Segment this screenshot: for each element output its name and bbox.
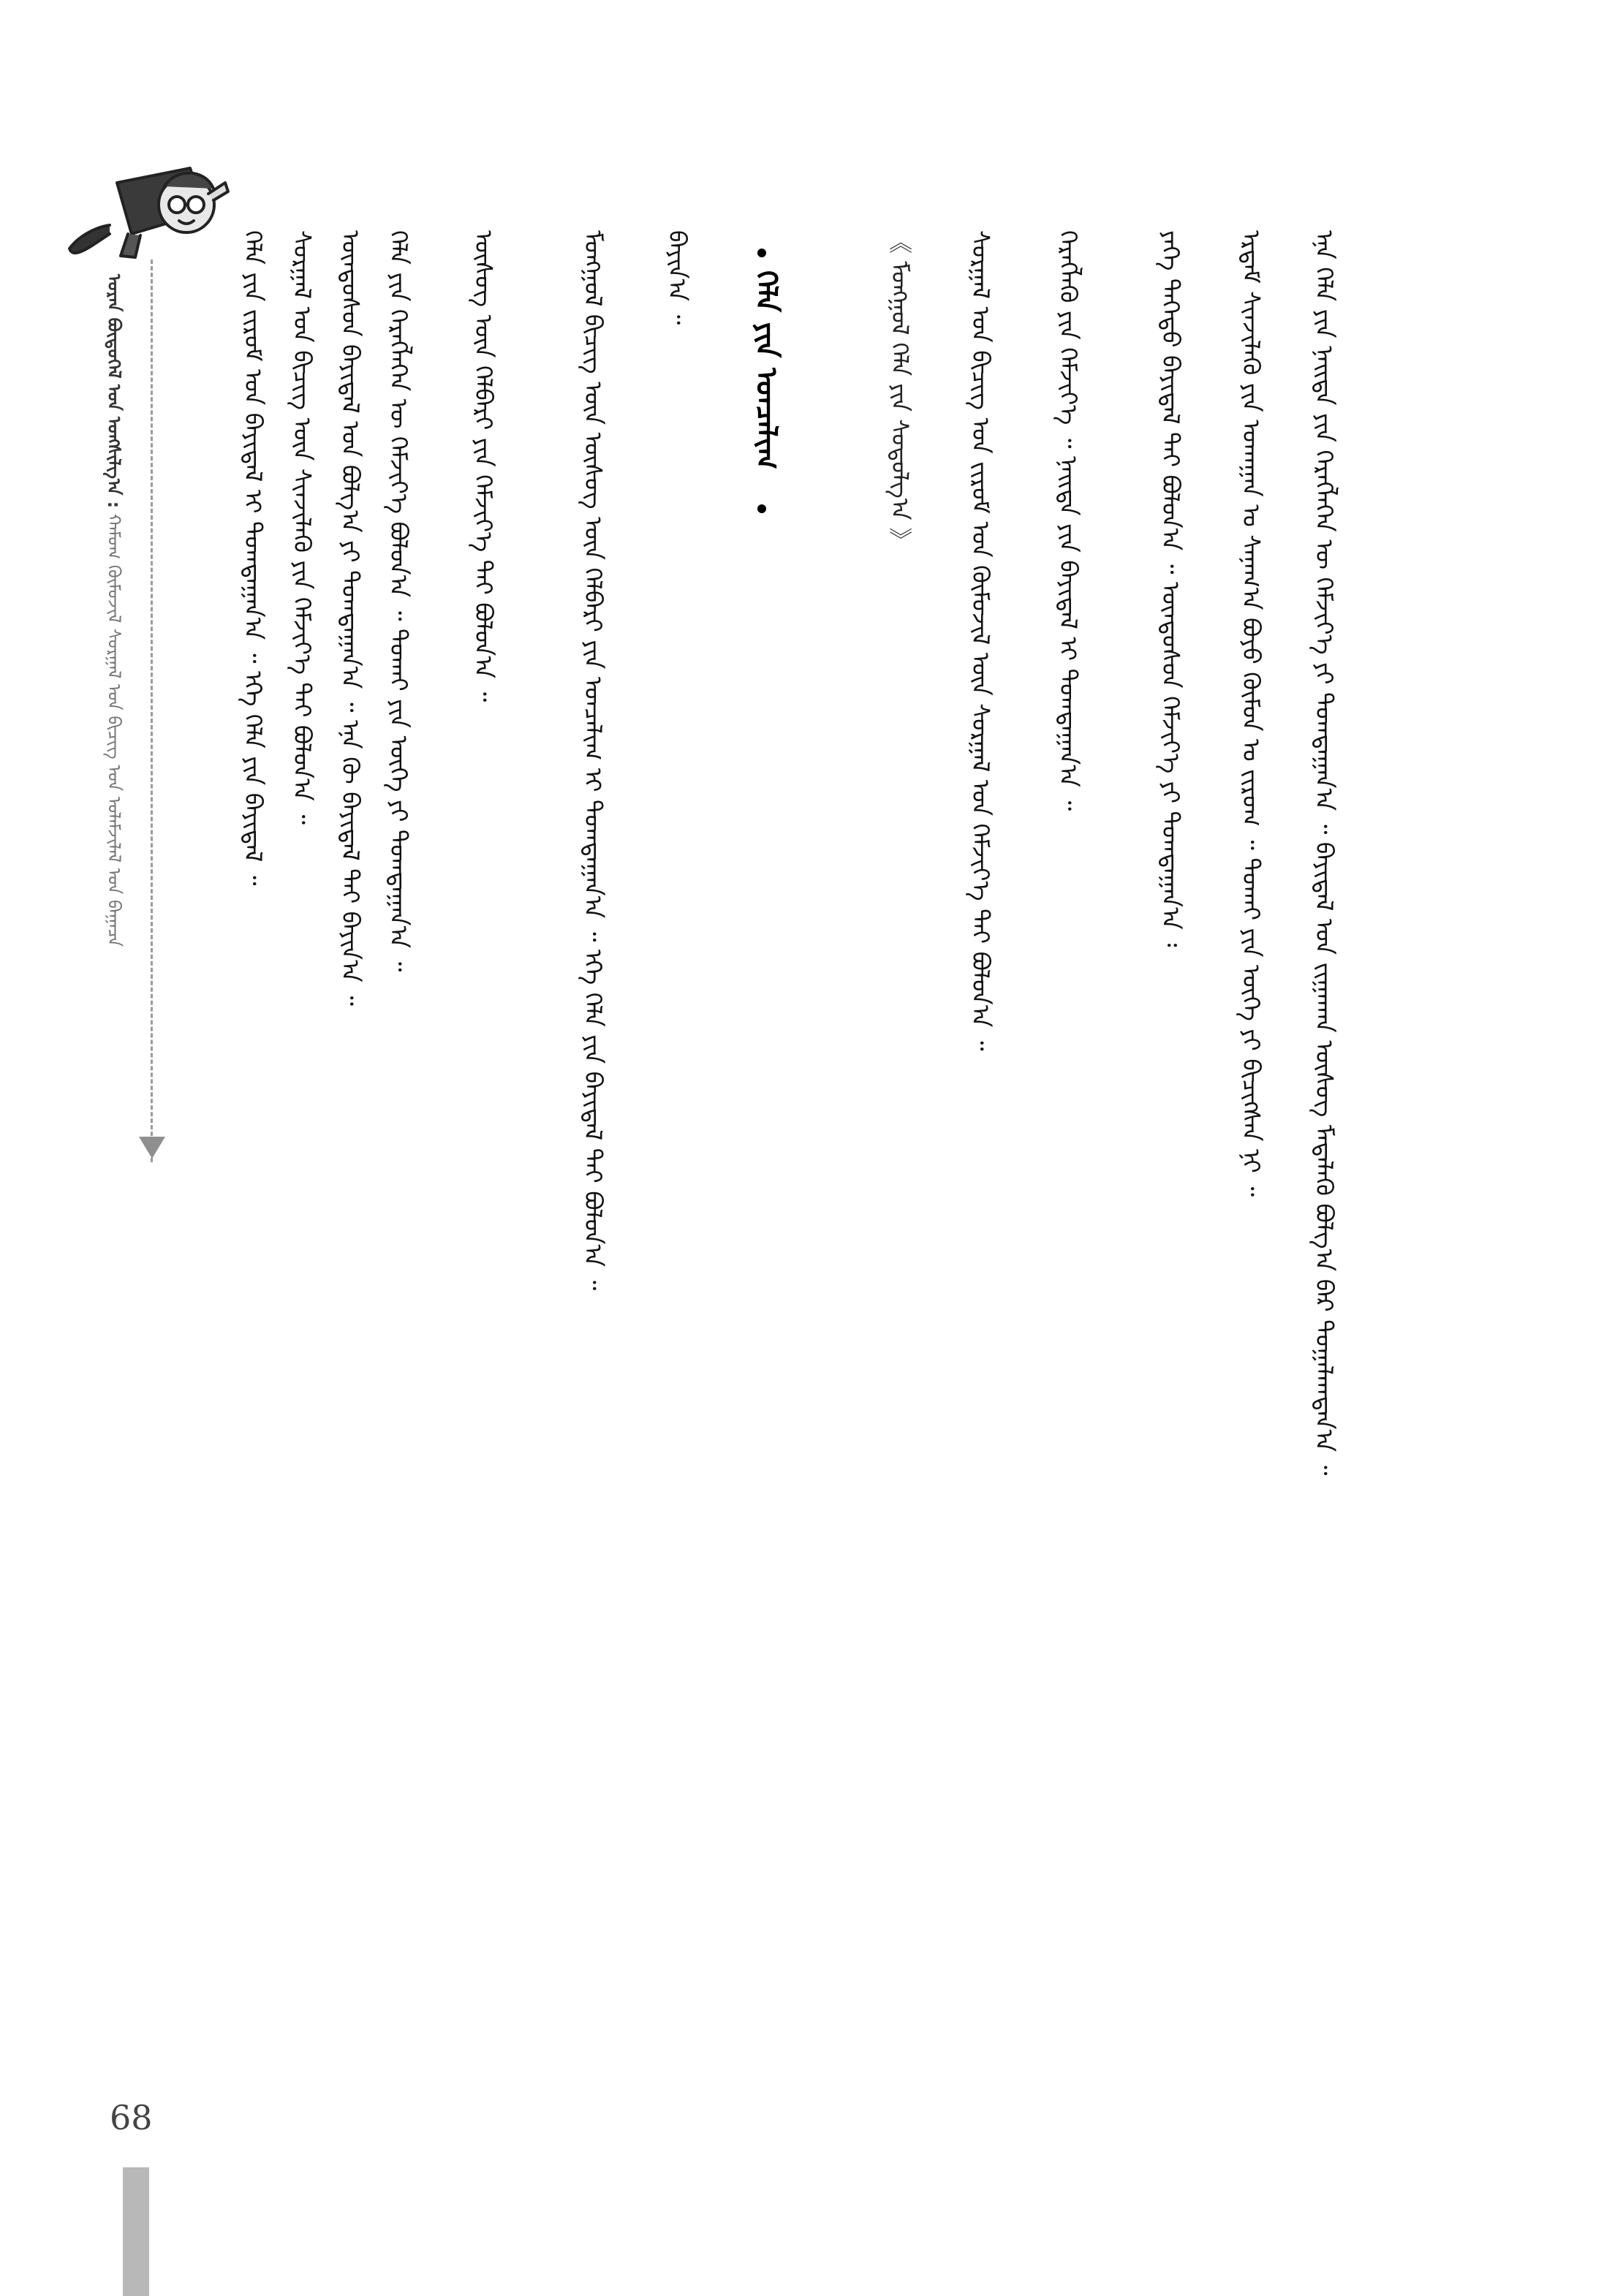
body-line: ᠦᠰᠦᠭ ᠦᠨ ᠬᠡᠯᠪᠡᠷᠢ ᠶᠢᠨ ᠬᠡᠮᠵᠢᠶ᠎ᠡ ᠲᠠᠢ ᠪᠤᠯᠤᠨ᠎ᠠ ᠃ <box>469 230 498 702</box>
mascot-illustration <box>58 124 234 270</box>
body-line: ᠰᠤᠷᠭᠠᠯ ᠤᠨ ᠪᠢᠴᠢᠭ ᠦᠨ ᠰᠢᠨᠵᠢᠯᠡᠬᠦ ᠶᠢᠨ ᠬᠡᠮᠵᠢᠶ᠎ᠡ ᠲᠠᠢ ᠪᠤᠯᠤᠨ᠎ᠠ ᠃ <box>288 230 317 825</box>
running-header-title: ᠤᠷᠠᠨ ᠪᠦᠲᠦᠭᠡᠯ ᠤᠨ ᠤᠩᠰᠢᠯᠭ᠎ᠠ : <box>104 274 124 509</box>
header-dashed-rule <box>151 259 153 1162</box>
body-line: ᠬᠡᠷᠡᠭᠯᠡᠬᠦ ᠶᠢᠨ ᠬᠡᠮᠵᠢᠶ᠎ᠡ ᠃ ᠨᠡᠢᠲᠡ ᠶᠢᠨ ᠪᠠᠶᠢᠳᠠᠯ ᠢ ᠲᠣᠭᠲᠠᠭᠠᠨ᠎ᠠ ᠃ <box>1054 230 1083 811</box>
body-line: ᠰᠤᠷᠭᠠᠯ ᠤᠨ ᠪᠢᠴᠢᠭ ᠤᠨ ᠵᠢᠷᠤᠮ ᠤᠨ ᠬᠦᠮᠦᠵᠢᠯ ᠦᠨ ᠰᠤᠷᠭᠠᠯ ᠤᠨ ᠬᠡᠮᠵᠢᠶ᠎ᠡ ᠲᠠᠢ ᠪᠤᠯᠤᠨ᠎ᠠ ᠃ <box>966 230 995 1051</box>
body-line: ᠦᠨᠳᠦᠰᠦᠨ ᠪᠠᠶᠢᠳᠠᠯ ᠤᠨ ᠪᠤᠯᠭ᠎ᠠ ᠶᠢ ᠲᠣᠭᠲᠠᠭᠠᠨ᠎ᠠ ᠃ ᠡᠨᠡ ᠬᠦ ᠪᠠᠶᠢᠳᠠᠯ ᠲᠠᠢ ᠪᠠᠶᠢᠨ᠎ᠠ ᠃ <box>336 230 365 1006</box>
body-line: ᠬᠡᠯᠡ ᠶᠢᠨ ᠬᠡᠷᠡᠭᠯᠡᠭᠡᠨ ᠦ ᠬᠡᠮᠵᠢᠶ᠎ᠡ ᠪᠤᠯᠤᠨ᠎ᠠ ᠃ ᠲᠤᠬᠠᠢ ᠶᠢᠨ ᠦᠭᠡ ᠶᠢ ᠲᠣᠭᠲᠠᠭᠠᠨ᠎ᠠ ᠃ <box>385 230 413 972</box>
quote-line: 《 ᠮᠣᠩᠭᠣᠯ ᠬᠡᠯᠡ ᠶᠢᠨ ᠰᠤᠳᠤᠯᠭ᠎ᠠ 》 <box>886 230 914 551</box>
body-line: ᠡᠨᠡ ᠬᠡᠯᠡ ᠶᠢᠨ ᠨᠡᠢᠲᠡ ᠶᠢᠨ ᠬᠡᠷᠡᠭᠯᠡᠭᠡᠨ ᠦ ᠬᠡᠮᠵᠢᠶ᠎ᠡ ᠶᠢ ᠲᠣᠭᠲᠠᠭᠠᠨ᠎ᠠ ᠃ ᠪᠠᠶᠢᠳᠠᠯ ᠤᠨ ᠵᠢᠭᠠᠬᠠᠨ ᠦᠰᠦᠭ ᠮᠡᠳᠡᠯᠡᠬᠦ ᠪᠤᠯᠭ᠎ᠠ ᠪᠡᠷ ᠲᠣᠭᠠᠯᠠᠭᠳᠠᠨ᠎ᠠ ᠃ <box>1310 230 1339 1476</box>
body-line: ᠪᠠᠶᠢᠨ᠎ᠠ ᠃ <box>663 230 692 325</box>
running-header <box>102 274 133 947</box>
body-line: ᠬᠡᠯᠡ ᠶᠢᠨ ᠵᠢᠷᠤᠮ ᠤᠨ ᠪᠠᠶᠢᠳᠠᠯ ᠢ ᠲᠣᠭᠲᠠᠭᠠᠨ᠎ᠠ ᠃ ᠡᠬᠡ ᠬᠡᠯᠡ ᠶᠢᠨ ᠪᠠᠶᠢᠳᠠᠯ ᠃ <box>239 230 268 886</box>
body-line: ᠶᠡᠬᠡ ᠳᠡᠭᠡᠳᠦ ᠪᠠᠶᠢᠳᠠᠯ ᠲᠠᠢ ᠪᠤᠯᠤᠨ᠎ᠠ ᠃ ᠦᠨᠳᠦᠰᠦᠨ ᠬᠡᠮᠵᠢᠶ᠎ᠡ ᠶᠢ ᠲᠣᠭᠲᠠᠭᠠᠨ᠎ᠠ ᠄ <box>1157 230 1185 947</box>
body-line: ᠡᠷᠳᠡᠮ ᠰᠢᠨᠵᠢᠯᠡᠬᠦ ᠶᠢᠨ ᠤᠬᠠᠭᠠᠨ ᠤ ᠰᠠᠨᠠᠭ᠎ᠠ ᠪᠤᠶᠤ ᠬᠦᠮᠦᠨ ᠤ ᠵᠢᠷᠤᠭ ᠃ ᠲᠤᠬᠠᠢ ᠶᠢᠨ ᠦᠭᠡ ᠶᠢ ᠪᠢᠴᠢᠭᠰᠡᠨ ᠨᠢ ᠃ <box>1237 230 1266 1197</box>
heading-bullet <box>757 249 766 257</box>
page-number: 68 <box>110 2098 153 2137</box>
heading-bullet <box>757 504 766 513</box>
body-line: ᠮᠣᠩᠭᠣᠯ ᠪᠢᠴᠢᠭ ᠦᠨ ᠦᠰᠦᠭ ᠦᠨ ᠬᠡᠯᠪᠡᠷᠢ ᠶᠢᠨ ᠣᠨᠴᠠᠯᠢᠭ ᠢ ᠲᠣᠭᠲᠠᠭᠠᠨ᠎ᠠ ᠃ ᠡᠬᠡ ᠬᠡᠯᠡ ᠶᠢᠨ ᠪᠠᠶᠢᠳᠠᠯ ᠲᠠᠢ ᠪᠤᠯᠤᠨ᠎ᠠ ᠃ <box>579 230 608 1291</box>
section-heading: ᠬᠡᠯᠡ ᠶᠢᠨ ᠣᠨᠴᠠᠯᠢᠭ <box>749 270 783 470</box>
triangle-marker-icon <box>139 1137 165 1159</box>
running-header-subtitle: ᠬᠠᠮᠤᠭ ᠬᠦᠮᠦᠵᠢᠯ ᠰᠤᠷᠭᠠᠯ ᠤᠨ ᠪᠢᠴᠢᠭ ᠤᠨ ᠤᠯᠠᠮᠵᠢᠯᠠᠯ ᠤᠨ ᠪᠠᠭᠠᠴᠠ <box>104 513 124 947</box>
page-edge-bar <box>123 2167 149 2296</box>
